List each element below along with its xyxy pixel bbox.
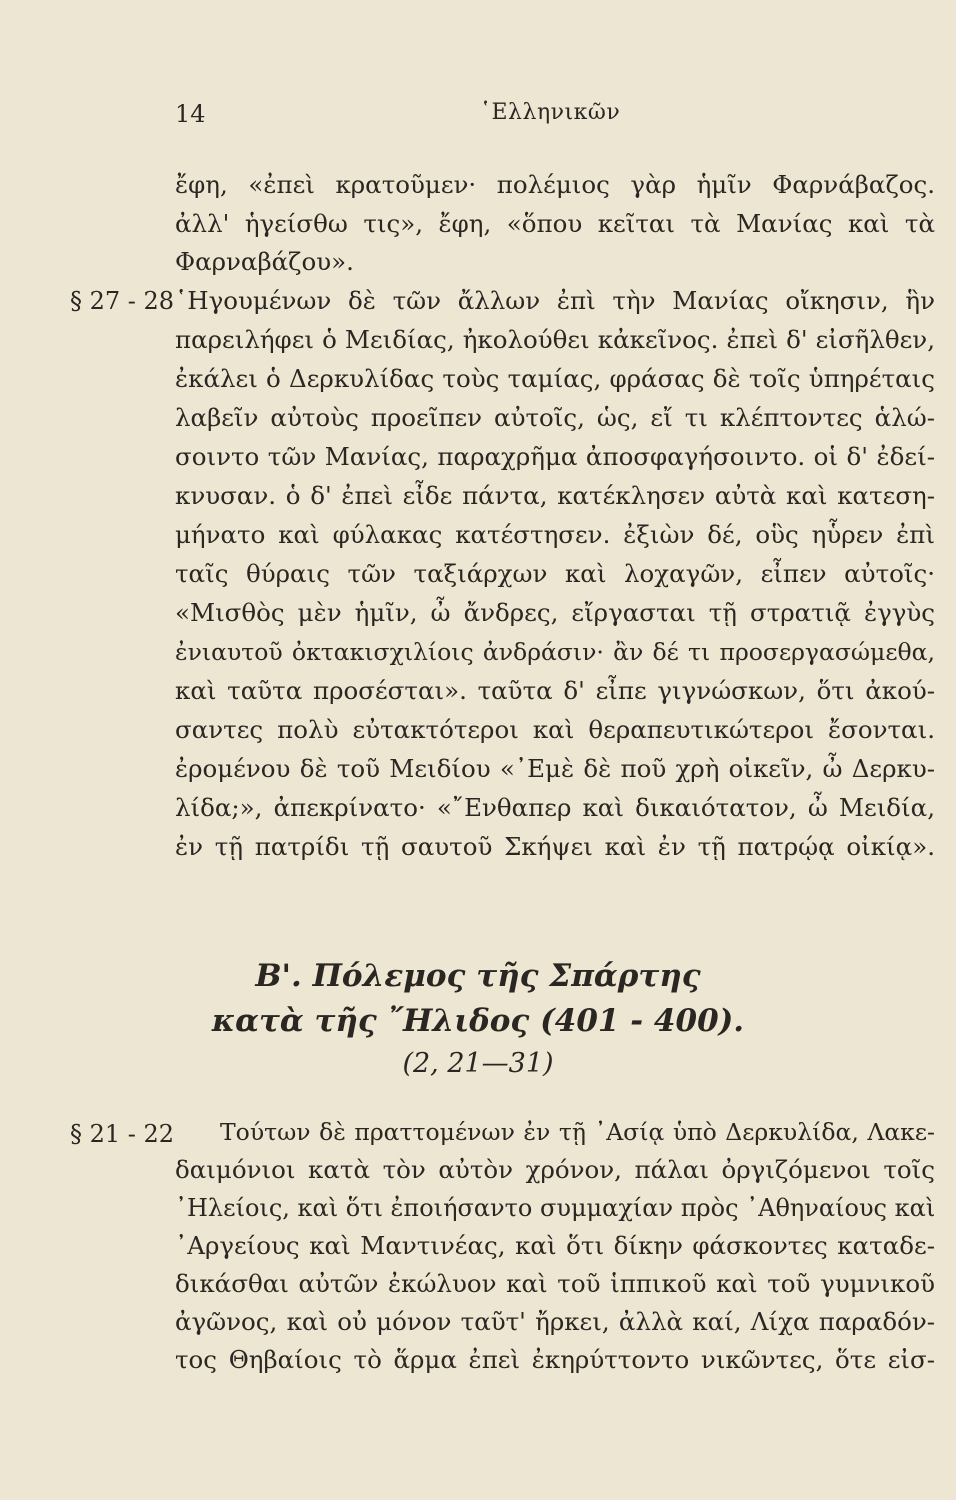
text-line: λαβεῖν αὐτοὺς προεῖπεν αὐτοῖς, ὡς, εἴ τι κλέπτοντες ἁλώ- — [175, 403, 935, 432]
text-line: Φαρναβάζου». — [175, 247, 354, 276]
text-line: παρειλήφει ὁ Μειδίας, ἠκολούθει κἀκεῖνος. ἐπεὶ δ' εἰσῆλθεν, — [175, 325, 935, 354]
running-head: ῾Ελληνικῶν — [480, 100, 621, 125]
section-heading-line-1: Β'. Πόλεμος τῆς Σπάρτης — [255, 958, 701, 994]
page-number: 14 — [175, 100, 206, 128]
section-reference: (2, 21—31) — [402, 1048, 554, 1079]
text-line: ἔφη, «ἐπεὶ κρατοῦμεν· πολέμιος γὰρ ἡμῖν Φαρνάβαζος. — [175, 170, 935, 199]
text-line: ἀγῶνος, καὶ οὐ μόνον ταῦτ' ἤρκει, ἀλλὰ καί, Λίχα παραδόν- — [175, 1307, 935, 1336]
text-line: ἐνιαυτοῦ ὀκτακισχιλίοις ἀνδράσιν· ἂν δέ τι προσεργασώμεθα, — [175, 638, 935, 666]
text-line: ῾Ηγουμένων δὲ τῶν ἄλλων ἐπὶ τὴν Μανίας οἴκησιν, ἣν — [175, 286, 935, 315]
text-line: τος Θηβαίοις τὸ ἅρμα ἐπεὶ ἐκηρύττοντο νικῶντες, ὅτε εἰσ- — [175, 1345, 935, 1374]
text-line: δαιμόνιοι κατὰ τὸν αὐτὸν χρόνον, πάλαι ὀργιζόμενοι τοῖς — [175, 1155, 935, 1184]
text-line: σοιντο τῶν Μανίας, παραχρῆμα ἀποσφαγήσοιντο. οἱ δ' ἐδεί- — [175, 442, 935, 471]
text-line: «Μισθὸς μὲν ἡμῖν, ὦ ἄνδρες, εἴργασται τῇ στρατιᾷ ἐγγὺς — [175, 598, 935, 627]
text-line: ᾿Ηλείοις, καὶ ὅτι ἐποιήσαντο συμμαχίαν πρὸς ᾿Αθηναίους καὶ — [175, 1194, 936, 1222]
text-line: κνυσαν. ὁ δ' ἐπεὶ εἶδε πάντα, κατέκλησεν αὐτὰ καὶ κατεση- — [175, 481, 935, 510]
margin-reference: § 21 - 22 — [70, 1120, 175, 1148]
text-line: λίδα;», ἀπεκρίνατο· «῎Ενθαπερ καὶ δικαιότατον, ὦ Μειδία, — [175, 793, 935, 822]
section-heading-line-2: κατὰ τῆς ῎Ηλιδος (401 - 400). — [211, 1003, 745, 1039]
text-line: ἐν τῇ πατρίδι τῇ σαυτοῦ Σκήψει καὶ ἐν τῇ πατρῴᾳ οἰκίᾳ». — [175, 832, 935, 861]
text-line: καὶ ταῦτα προσέσται». ταῦτα δ' εἶπε γιγνώσκων, ὅτι ἀκού- — [175, 676, 935, 705]
text-line: δικάσθαι αὐτῶν ἐκώλυον καὶ τοῦ ἱππικοῦ καὶ τοῦ γυμνικοῦ — [175, 1269, 935, 1298]
text-line: ἐρομένου δὲ τοῦ Μειδίου «᾿Εμὲ δὲ ποῦ χρὴ οἰκεῖν, ὦ Δερκυ- — [175, 754, 935, 783]
text-line: σαντες πολὺ εὐτακτότεροι καὶ θεραπευτικώτεροι ἔσονται. — [175, 715, 935, 744]
text-line: ταῖς θύραις τῶν ταξιάρχων καὶ λοχαγῶν, εἶπεν αὐτοῖς· — [175, 559, 935, 588]
text-line: Τούτων δὲ πραττομένων ἐν τῇ ᾿Ασίᾳ ὑπὸ Δερκυλίδα, Λακε- — [220, 1118, 935, 1146]
text-line: μήνατο καὶ φύλακας κατέστησεν. ἐξιὼν δέ, οὓς ηὗρεν ἐπὶ — [175, 520, 935, 549]
page-header — [175, 100, 956, 140]
margin-reference: § 27 - 28 — [70, 287, 175, 315]
text-line: ᾿Αργείους καὶ Μαντινέας, καὶ ὅτι δίκην φάσκοντες καταδε- — [175, 1231, 935, 1260]
text-line: ἀλλ' ἡγείσθω τις», ἔφη, «ὅπου κεῖται τὰ Μανίας καὶ τὰ — [175, 209, 935, 238]
text-line: ἐκάλει ὁ Δερκυλίδας τοὺς ταμίας, φράσας δὲ τοῖς ὑπηρέταις — [175, 364, 935, 393]
